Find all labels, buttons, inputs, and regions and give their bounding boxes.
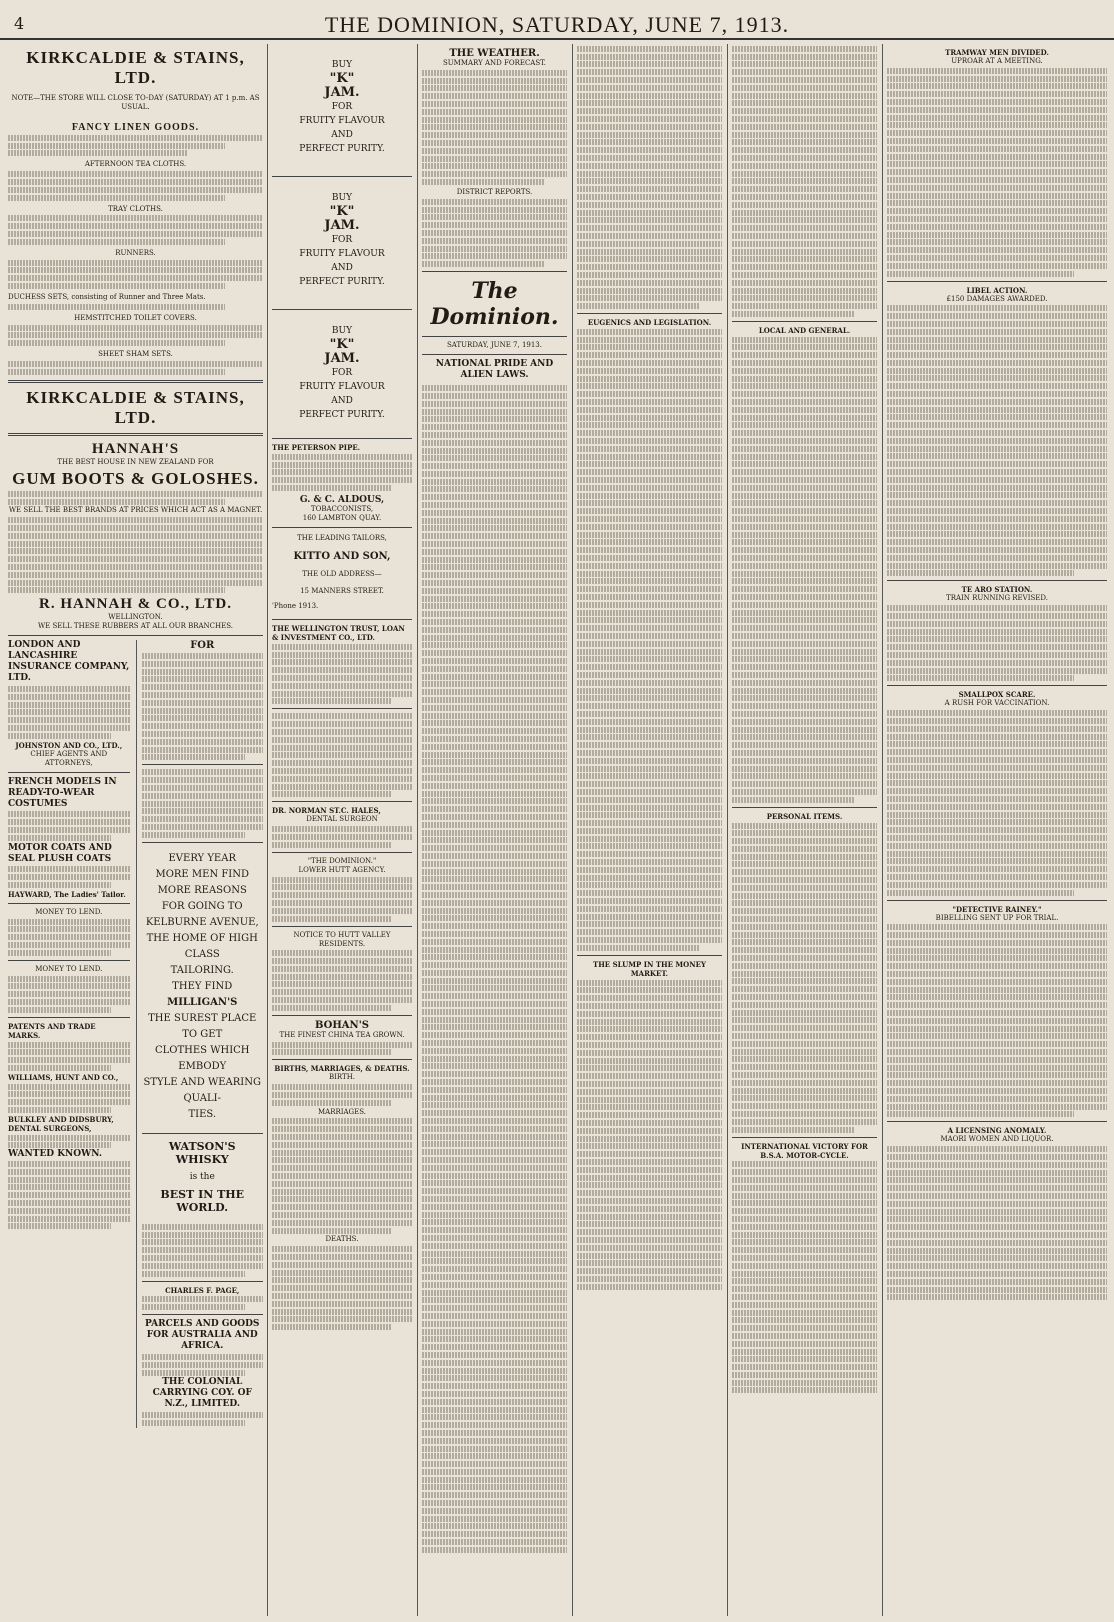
column-advertisements-left [8, 44, 263, 1616]
national-pride-title: NATIONAL PRIDE AND ALIEN LAWS. [435, 359, 554, 381]
clothes-embody: CLOTHES WHICH EMBODY [154, 1044, 250, 1072]
damages-subtitle: £150 DAMAGES AWARDED. [946, 294, 1048, 303]
hannah-rubbers: WE SELL THESE RUBBERS AT ALL OUR BRANCHES. [37, 622, 234, 631]
for-label: FOR [331, 102, 353, 112]
fancy-linen-title: FANCY LINEN GOODS. [71, 122, 200, 133]
k-label: "K" [329, 204, 355, 219]
district-reports: DISTRICT REPORTS. [456, 187, 533, 196]
newspaper-title: THE DOMINION, SATURDAY, JUNE 7, 1913. [324, 12, 790, 37]
old-address: THE OLD ADDRESS— [302, 569, 382, 578]
jam-label: JAM. [324, 85, 360, 100]
peterson-pipe: THE PETERSON PIPE. [272, 443, 361, 452]
dental-surgeon: DENTAL SURGEON [306, 815, 378, 824]
marriages-heading: MARRIAGES. [317, 1107, 367, 1116]
every-year: EVERY YEAR [168, 852, 236, 864]
for-label: FOR [331, 235, 353, 245]
ties: TIES. [188, 1108, 217, 1120]
tramway-title: TRAMWAY MEN DIVIDED. [945, 48, 1049, 57]
parcels-goods: PARCELS AND GOODS FOR AUSTRALIA AND AFRICA. [145, 1319, 260, 1352]
masthead [0, 0, 1114, 40]
gum-boots-title: GUM BOOTS & GOLOSHES. [12, 468, 259, 488]
hemstitched-toilet-covers: HEMSTITCHED TOILET COVERS. [74, 313, 197, 322]
style-quality: STYLE AND WEARING QUALI- [143, 1076, 261, 1104]
aldous-address: 160 LAMBTON QUAY. [302, 513, 382, 522]
patents-title: PATENTS AND TRADE MARKS. [8, 1021, 96, 1040]
column-rule [727, 44, 728, 1616]
births-marriages-deaths: BIRTHS, MARRIAGES, & DEATHS. [274, 1064, 410, 1074]
kelburne-avenue: KELBURNE AVENUE, [145, 916, 259, 928]
column-news-2 [732, 44, 877, 1616]
they-find: THEY FIND [172, 980, 233, 992]
fruity-flavour: FRUITY FLAVOUR [299, 382, 385, 392]
aldous-tobacconists: TOBACCONISTS, [310, 504, 374, 513]
kitto-and-son: KITTO AND SON, [293, 550, 391, 562]
sheet-sham-sets: SHEET SHAM SETS. [98, 350, 173, 359]
for-label: FOR [331, 368, 353, 378]
chief-agents: CHIEF AGENTS AND ATTORNEYS, [30, 749, 108, 767]
high-class: THE HOME OF HIGH CLASS [146, 932, 258, 960]
more-men: MORE MEN FIND MORE REASONS [155, 868, 250, 896]
kitto-phone: 'Phone 1913. [272, 601, 319, 610]
london-insurance-title: LONDON AND LANCASHIRE INSURANCE COMPANY, LTD. [8, 640, 130, 684]
dominion-agency: "THE DOMINION." [307, 856, 377, 865]
column-advertisements-centre [272, 44, 412, 1616]
eugenics-title: EUGENICS AND LEGISLATION. [587, 318, 712, 328]
detective-title: "DETECTIVE RAINEY." [952, 904, 1042, 914]
fruity-flavour: FRUITY FLAVOUR [299, 116, 385, 126]
money-to-lend-1: MONEY TO LEND. [35, 907, 103, 916]
smallpox-title: SMALLPOX SCARE. [958, 690, 1036, 700]
kirkcaldie-title: KIRKCALDIE & STAINS, LTD. [26, 48, 245, 87]
duchess-sets: DUCHESS SETS, consisting of Runner and Three Mats. [8, 292, 206, 301]
tailoring: TAILORING. [170, 964, 234, 976]
buy-label: BUY [331, 193, 353, 203]
norman-hales: DR. NORMAN ST.C. HALES, [272, 806, 381, 816]
johnston-agents: JOHNSTON AND CO., LTD., [15, 740, 123, 750]
buy-label: BUY [331, 60, 353, 70]
fruity-flavour: FRUITY FLAVOUR [299, 249, 385, 259]
page-number: 4 [14, 14, 25, 33]
perfect-purity: PERFECT PURITY. [299, 277, 385, 287]
bibelling-subtitle: BIBELLING SENT UP FOR TRIAL. [935, 913, 1059, 922]
jam-label: JAM. [324, 351, 360, 366]
manners-street: 15 MANNERS STREET. [300, 586, 384, 595]
dominion-nameplate: The Dominion. [430, 278, 559, 331]
column-news-3 [887, 44, 1107, 1616]
k-label: "K" [329, 71, 355, 86]
slump-title: THE SLUMP IN THE MONEY MARKET. [592, 959, 707, 978]
and-label: AND [331, 130, 353, 140]
money-to-lend-2: MONEY TO LEND. [35, 964, 103, 973]
wanted-known: WANTED KNOWN. [8, 1149, 103, 1160]
deaths-heading: DEATHS. [325, 1235, 359, 1244]
and-label: AND [331, 396, 353, 406]
charles-page: CHARLES F. PAGE, [165, 1285, 240, 1295]
hannah-subtitle: THE BEST HOUSE IN NEW ZEALAND FOR [57, 457, 214, 466]
runners: RUNNERS. [115, 248, 156, 257]
for-label: FOR [190, 640, 215, 652]
bulkley-dental: BULKLEY AND DIDSBURY, DENTAL SURGEONS, [8, 1114, 114, 1133]
local-general-title: LOCAL AND GENERAL. [758, 325, 851, 335]
column-rule [882, 44, 883, 1616]
french-models-title: FRENCH MODELS IN READY-TO-WEAR COSTUMES [8, 776, 117, 809]
wellington-trust: THE WELLINGTON TRUST, LOAN & INVESTMENT CO., LTD. [272, 623, 405, 642]
kirkcaldie-title-repeat: KIRKCALDIE & STAINS, LTD. [26, 387, 245, 427]
jam-label: JAM. [324, 218, 360, 233]
te-aro-title: TE ARO STATION. [961, 585, 1033, 595]
column-rule [267, 44, 268, 1616]
williams-hunt: WILLIAMS, HUNT AND CO., [8, 1072, 119, 1082]
licensing-title: A LICENSING ANOMALY. [947, 1126, 1047, 1136]
rush-subtitle: A RUSH FOR VACCINATION. [944, 699, 1050, 708]
buy-label: BUY [331, 326, 353, 336]
tray-cloths: TRAY CLOTHS. [108, 204, 163, 213]
hannah-brands: WE SELL THE BEST BRANDS AT PRICES WHICH ACT AS A MAGNET. [8, 506, 263, 515]
afternoon-tea-cloths: AFTERNOON TEA CLOTHS. [84, 160, 187, 169]
libel-title: LIBEL ACTION. [966, 285, 1028, 295]
milligans: MILLIGAN'S [167, 996, 238, 1008]
for-going: FOR GOING TO [161, 900, 243, 912]
hannah-title: HANNAH'S [91, 440, 180, 457]
is-the: is the [189, 1171, 215, 1182]
weather-summary: SUMMARY AND FORECAST. [442, 59, 547, 67]
perfect-purity: PERFECT PURITY. [299, 410, 385, 420]
column-editorial [422, 44, 567, 1616]
hayward-tailor: HAYWARD, The Ladies' Tailor. [8, 889, 126, 899]
birth-heading: BIRTH. [328, 1073, 356, 1082]
k-label: "K" [329, 337, 355, 352]
editorial-date: SATURDAY, JUNE 7, 1913. [447, 341, 542, 350]
colonial-carrying: THE COLONIAL CARRYING COY. OF N.Z., LIMITED. [152, 1377, 252, 1410]
train-subtitle: TRAIN RUNNING REVISED. [946, 594, 1048, 603]
and-label: AND [331, 263, 353, 273]
perfect-purity: PERFECT PURITY. [299, 144, 385, 154]
surest-place: THE SUREST PLACE TO GET [148, 1012, 257, 1040]
watsons-whisky: WATSON'S WHISKY [168, 1139, 236, 1166]
aldous-name: G. & C. ALDOUS, [299, 494, 385, 505]
kirkcaldie-note: NOTE—THE STORE WILL CLOSE TO-DAY (SATURDAY) AT 1 p.m. AS USUAL. [11, 94, 260, 111]
bohans: BOHAN'S [315, 1019, 369, 1031]
motor-coats-title: MOTOR COATS AND SEAL PLUSH COATS [8, 842, 112, 864]
lower-hutt-agency: LOWER HUTT AGENCY. [298, 865, 386, 874]
maori-subtitle: MAORI WOMEN AND LIQUOR. [940, 1135, 1054, 1144]
column-news-1 [577, 44, 722, 1616]
leading-tailors: THE LEADING TAILORS, [297, 533, 387, 542]
hannah-location: WELLINGTON. [108, 613, 163, 622]
column-rule [417, 44, 418, 1616]
finest-china-tea: THE FINEST CHINA TEA GROWN. [279, 1030, 405, 1039]
international-victory-title: INTERNATIONAL VICTORY FOR B.S.A. MOTOR-CYCLE. [741, 1141, 868, 1160]
hannah-company: R. HANNAH & CO., LTD. [39, 596, 232, 613]
column-rule [572, 44, 573, 1616]
uproar-subtitle: UPROAR AT A MEETING. [951, 57, 1043, 65]
weather-title: THE WEATHER. [449, 48, 540, 59]
personal-items-title: PERSONAL ITEMS. [766, 811, 843, 821]
notice-hutt: NOTICE TO HUTT VALLEY RESIDENTS. [293, 930, 391, 948]
best-in-world: BEST IN THE WORLD. [160, 1187, 245, 1214]
